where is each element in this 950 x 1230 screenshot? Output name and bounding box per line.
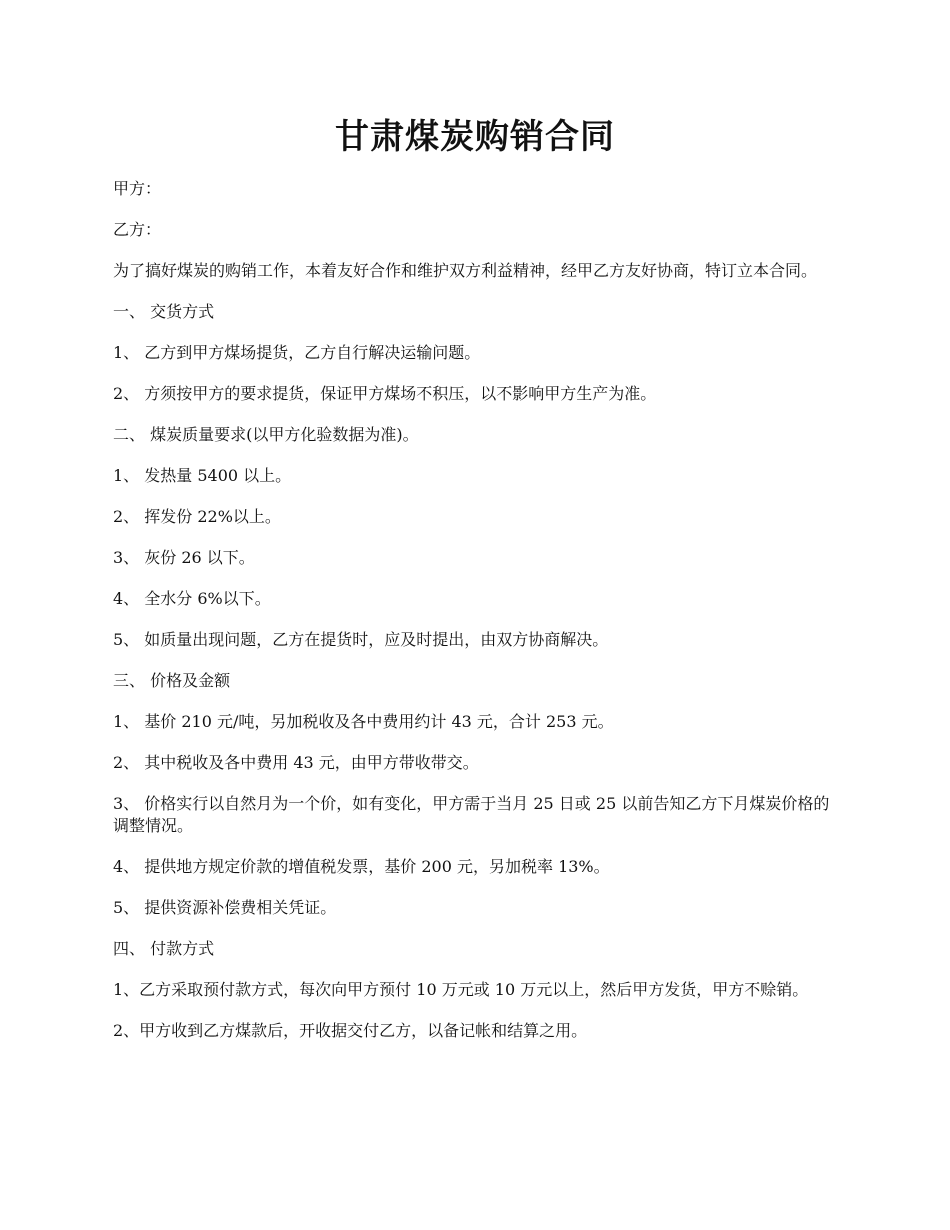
clause-paragraph: 5、 如质量出现问题，乙方在提货时，应及时提出，由双方协商解决。 — [113, 630, 609, 649]
clause-paragraph: 2、 其中税收及各中费用 43 元，由甲方带收带交。 — [113, 753, 479, 772]
clause-paragraph: 3、 灰份 26 以下。 — [113, 548, 255, 567]
clause-paragraph: 3、 价格实行以自然月为一个价，如有变化，甲方需于当月 25 日或 25 以前告知乙方下月煤炭价格的调整情况。 — [113, 794, 830, 835]
section-heading-price: 三、 价格及金额 — [113, 671, 231, 690]
clause-paragraph: 4、 提供地方规定价款的增值税发票，基价 200 元，另加税率 13%。 — [113, 857, 610, 876]
clause-paragraph: 1、 发热量 5400 以上。 — [113, 466, 292, 485]
clause-paragraph: 5、 提供资源补偿费相关凭证。 — [113, 898, 337, 917]
clause-paragraph: 2、 方须按甲方的要求提货，保证甲方煤场不积压，以不影响甲方生产为准。 — [113, 384, 657, 403]
clause-paragraph: 2、甲方收到乙方煤款后，开收据交付乙方，以备记帐和结算之用。 — [113, 1021, 588, 1040]
preamble-paragraph: 为了搞好煤炭的购销工作，本着友好合作和维护双方利益精神，经甲乙方友好协商，特订立本合同。 — [113, 261, 818, 280]
party-b-line: 乙方： — [113, 220, 162, 239]
party-a-line: 甲方： — [113, 179, 162, 198]
section-heading-payment: 四、 付款方式 — [113, 939, 215, 958]
clause-paragraph: 1、乙方采取预付款方式，每次向甲方预付 10 万元或 10 万元以上，然后甲方发货，甲方不赊销。 — [113, 980, 809, 999]
section-heading-quality: 二、 煤炭质量要求(以甲方化验数据为准)。 — [113, 425, 419, 444]
clause-paragraph: 4、 全水分 6%以下。 — [113, 589, 271, 608]
document-title: 甘肃煤炭购销合同 — [335, 117, 615, 157]
document-body — [113, 178, 835, 1061]
clause-paragraph: 2、 挥发份 22%以上。 — [113, 507, 281, 526]
section-heading-delivery: 一、 交货方式 — [113, 302, 215, 321]
clause-paragraph: 1、 乙方到甲方煤场提货，乙方自行解决运输问题。 — [113, 343, 481, 362]
clause-paragraph: 1、 基价 210 元/吨，另加税收及各中费用约计 43 元，合计 253 元。 — [113, 712, 614, 731]
